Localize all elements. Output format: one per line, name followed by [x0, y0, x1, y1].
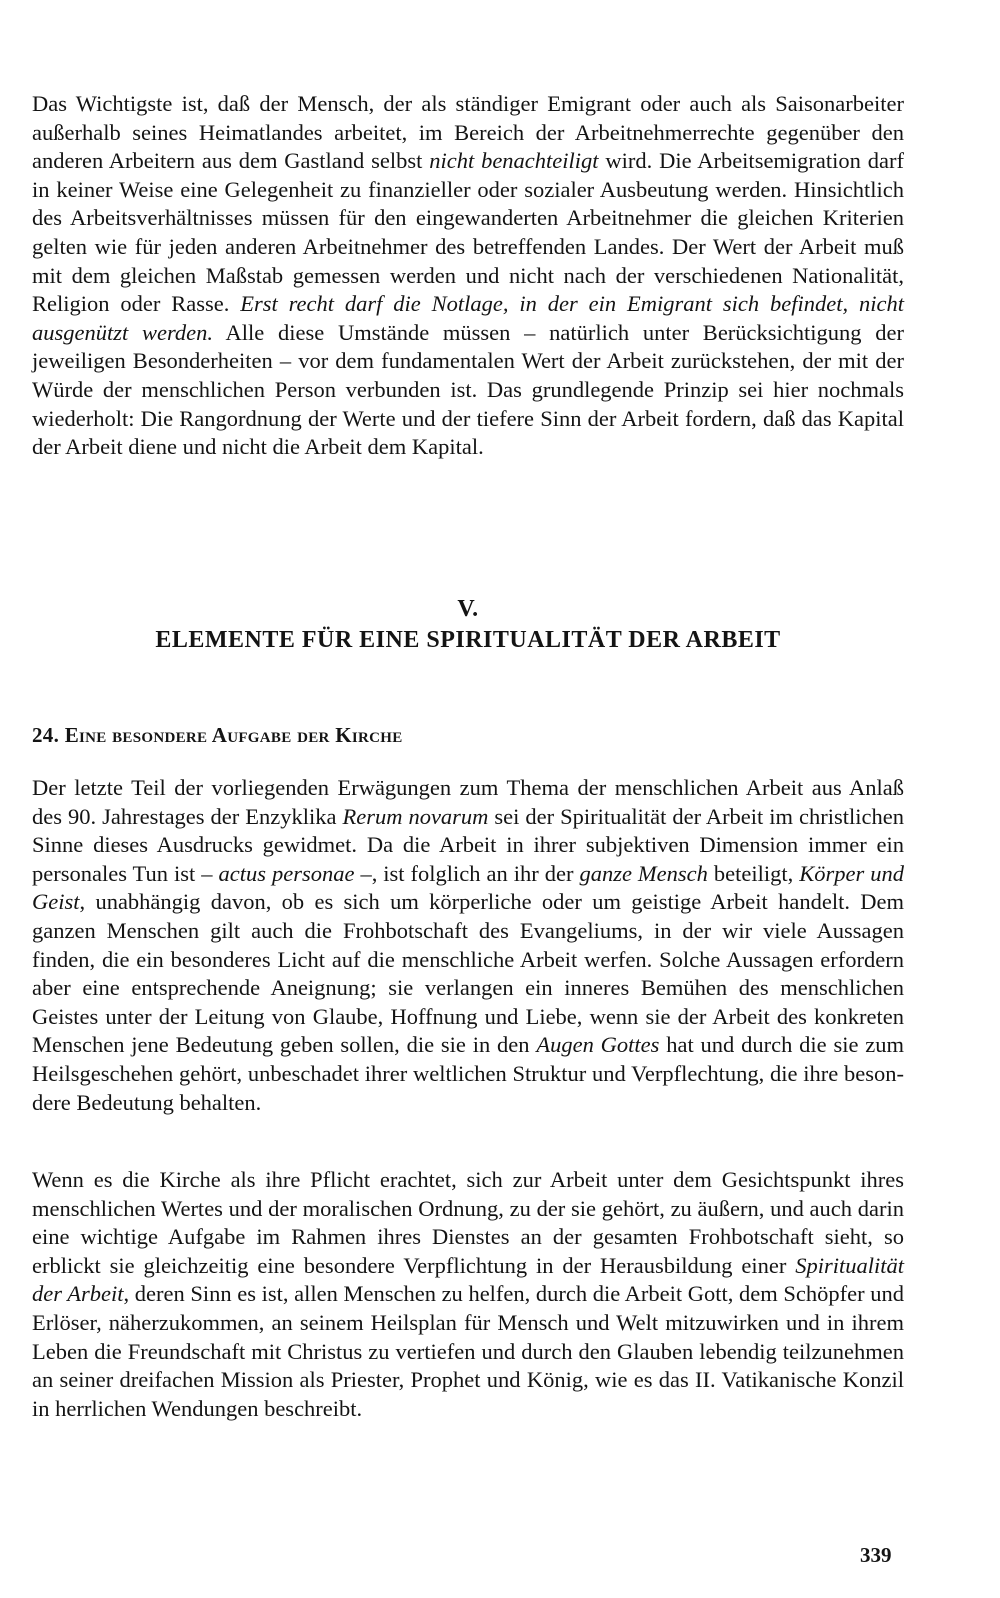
emphasis: nicht benachteiligt [429, 148, 599, 174]
emphasis: Spiritualität der Arbeit [32, 1252, 904, 1307]
paragraph-church-duty [32, 1166, 904, 1423]
paragraph-migrant-workers [32, 90, 904, 462]
page-number: 339 [860, 1543, 892, 1567]
text-run: beteiligt, [707, 860, 800, 886]
section-title: ELEMENTE FÜR EINE SPIRITUALITÄT DER ARBEIT [155, 627, 781, 653]
paragraph-spirituality-intro [32, 774, 904, 1117]
text-run: , deren Sinn es ist, allen Menschen zu helfen, durch die Arbeit Gott, dem Schöpfer und Erlöser, näherzukommen, an seinem Heilsplan für Mensch und Welt mitzuwirken und in ihrem Leben die Freundschaft mit Christus zu vertiefen und durch den Glauben lebendig teilzunehmen an seiner dreifachen Mission als Priester, Prophet und König, wie es das II. Vatikanische Konzil in herrlichen Wendungen beschreibt. [32, 1281, 904, 1421]
emphasis: Rerum novarum [342, 803, 489, 829]
emphasis: ganze Mensch [579, 860, 708, 886]
text-run: Alle diese Umstände müssen – natürlich unter Berücksichtigung der jeweiligen Besonderheiten – vor dem fundamentalen Wert der Arbeit zurückstehen, der mit der Würde der menschlichen Person verbunden ist. Das grundlegende Prinzip sei hier nochmals wiederholt: Die Rangordnung der Werte und der tiefere Sinn der Arbeit fordern, daß das Kapital der Arbeit diene und nicht die Arbeit dem Kapital. [32, 319, 904, 460]
text-run: Wenn es die Kirche als ihre Pflicht erachtet, sich zur Arbeit unter dem Gesichtspunkt ihres menschlichen Wertes und der moralischen Ordnung, zu der sie gehört, zu äußern, und auch darin eine wichtige Aufgabe im Rahmen ihres Dienstes an der gesamten Frohbotschaft sieht, so erblickt sie gleichzeitig eine besondere Verpflichtung in der Herausbildung einer [32, 1167, 904, 1278]
text-run: wird. Die Arbeitsemigration darf in keiner Weise eine Gelegenheit zu finanzieller oder sozialer Ausbeutung werden. Hinsichtlich des Arbeitsverhältnisses müssen für den eingewanderten Arbeitnehmer die gleichen Kriterien gelten wie für jeden anderen Arbeitnehmer des betreffenden Landes. Der Wert der Arbeit muß mit dem gleichen Maßstab gemessen werden und nicht nach der verschiedenen Nationalität, Religion oder Rasse. [32, 148, 904, 317]
text-run: , unabhängig davon, ob es sich um körperliche oder um geistige Arbeit handelt. Dem ganzen Menschen gilt auch die Frohbotschaft des Evangeliums, in der wir viele Aussagen finden, die ein besonderes Licht auf die menschliche Arbeit werfen. Solche Aussagen erfordern aber eine entsprechende Aneignung; sie verlangen ein inneres Bemühen des menschlichen Geistes unter der Leitung von Glaube, Hoffnung und Liebe, wenn sie der Arbeit des konkreten Menschen jene Bedeutung geben sollen, die sie in den [32, 889, 904, 1058]
emphasis: Körper und Geist [32, 860, 904, 915]
emphasis: Erst recht darf die Notlage, in der ein Emigrant sich befindet, nicht ausgenützt werden. [32, 291, 904, 345]
text-run: hat und durch die sie zum Heilsgeschehen gehört, unbeschadet ihrer weltlichen Struktur und Verpflechtung, die ihre besondere Bedeutung behalten. [32, 1032, 904, 1115]
subsection-heading: 24. Eine besondere Aufgabe der Kirche [32, 723, 403, 747]
text-run: Der letzte Teil der vorliegenden Erwägungen zum Thema der menschlichen Arbeit aus Anlaß des 90. Jahrestages der Enzyklika [32, 775, 904, 829]
text-run: Das Wichtigste ist, daß der Mensch, der als ständiger Emigrant oder auch als Saisonarbeiter außerhalb seines Heimatlandes arbeitet, im Bereich der Arbeitnehmerrechte gegenüber den anderen Arbeitern aus dem Gastland selbst [32, 91, 904, 174]
text-run: –, ist folglich an ihr der [354, 860, 580, 886]
emphasis: Augen Gottes [536, 1032, 660, 1058]
emphasis: actus personae [218, 860, 355, 886]
text-run: sei der Spiritualität der Arbeit im christlichen Sinne dieses Ausdrucks gewidmet. Da die Arbeit in ihrer subjektiven Dimension immer ein personales Tun ist – [32, 803, 904, 886]
section-number: V. [457, 596, 479, 622]
